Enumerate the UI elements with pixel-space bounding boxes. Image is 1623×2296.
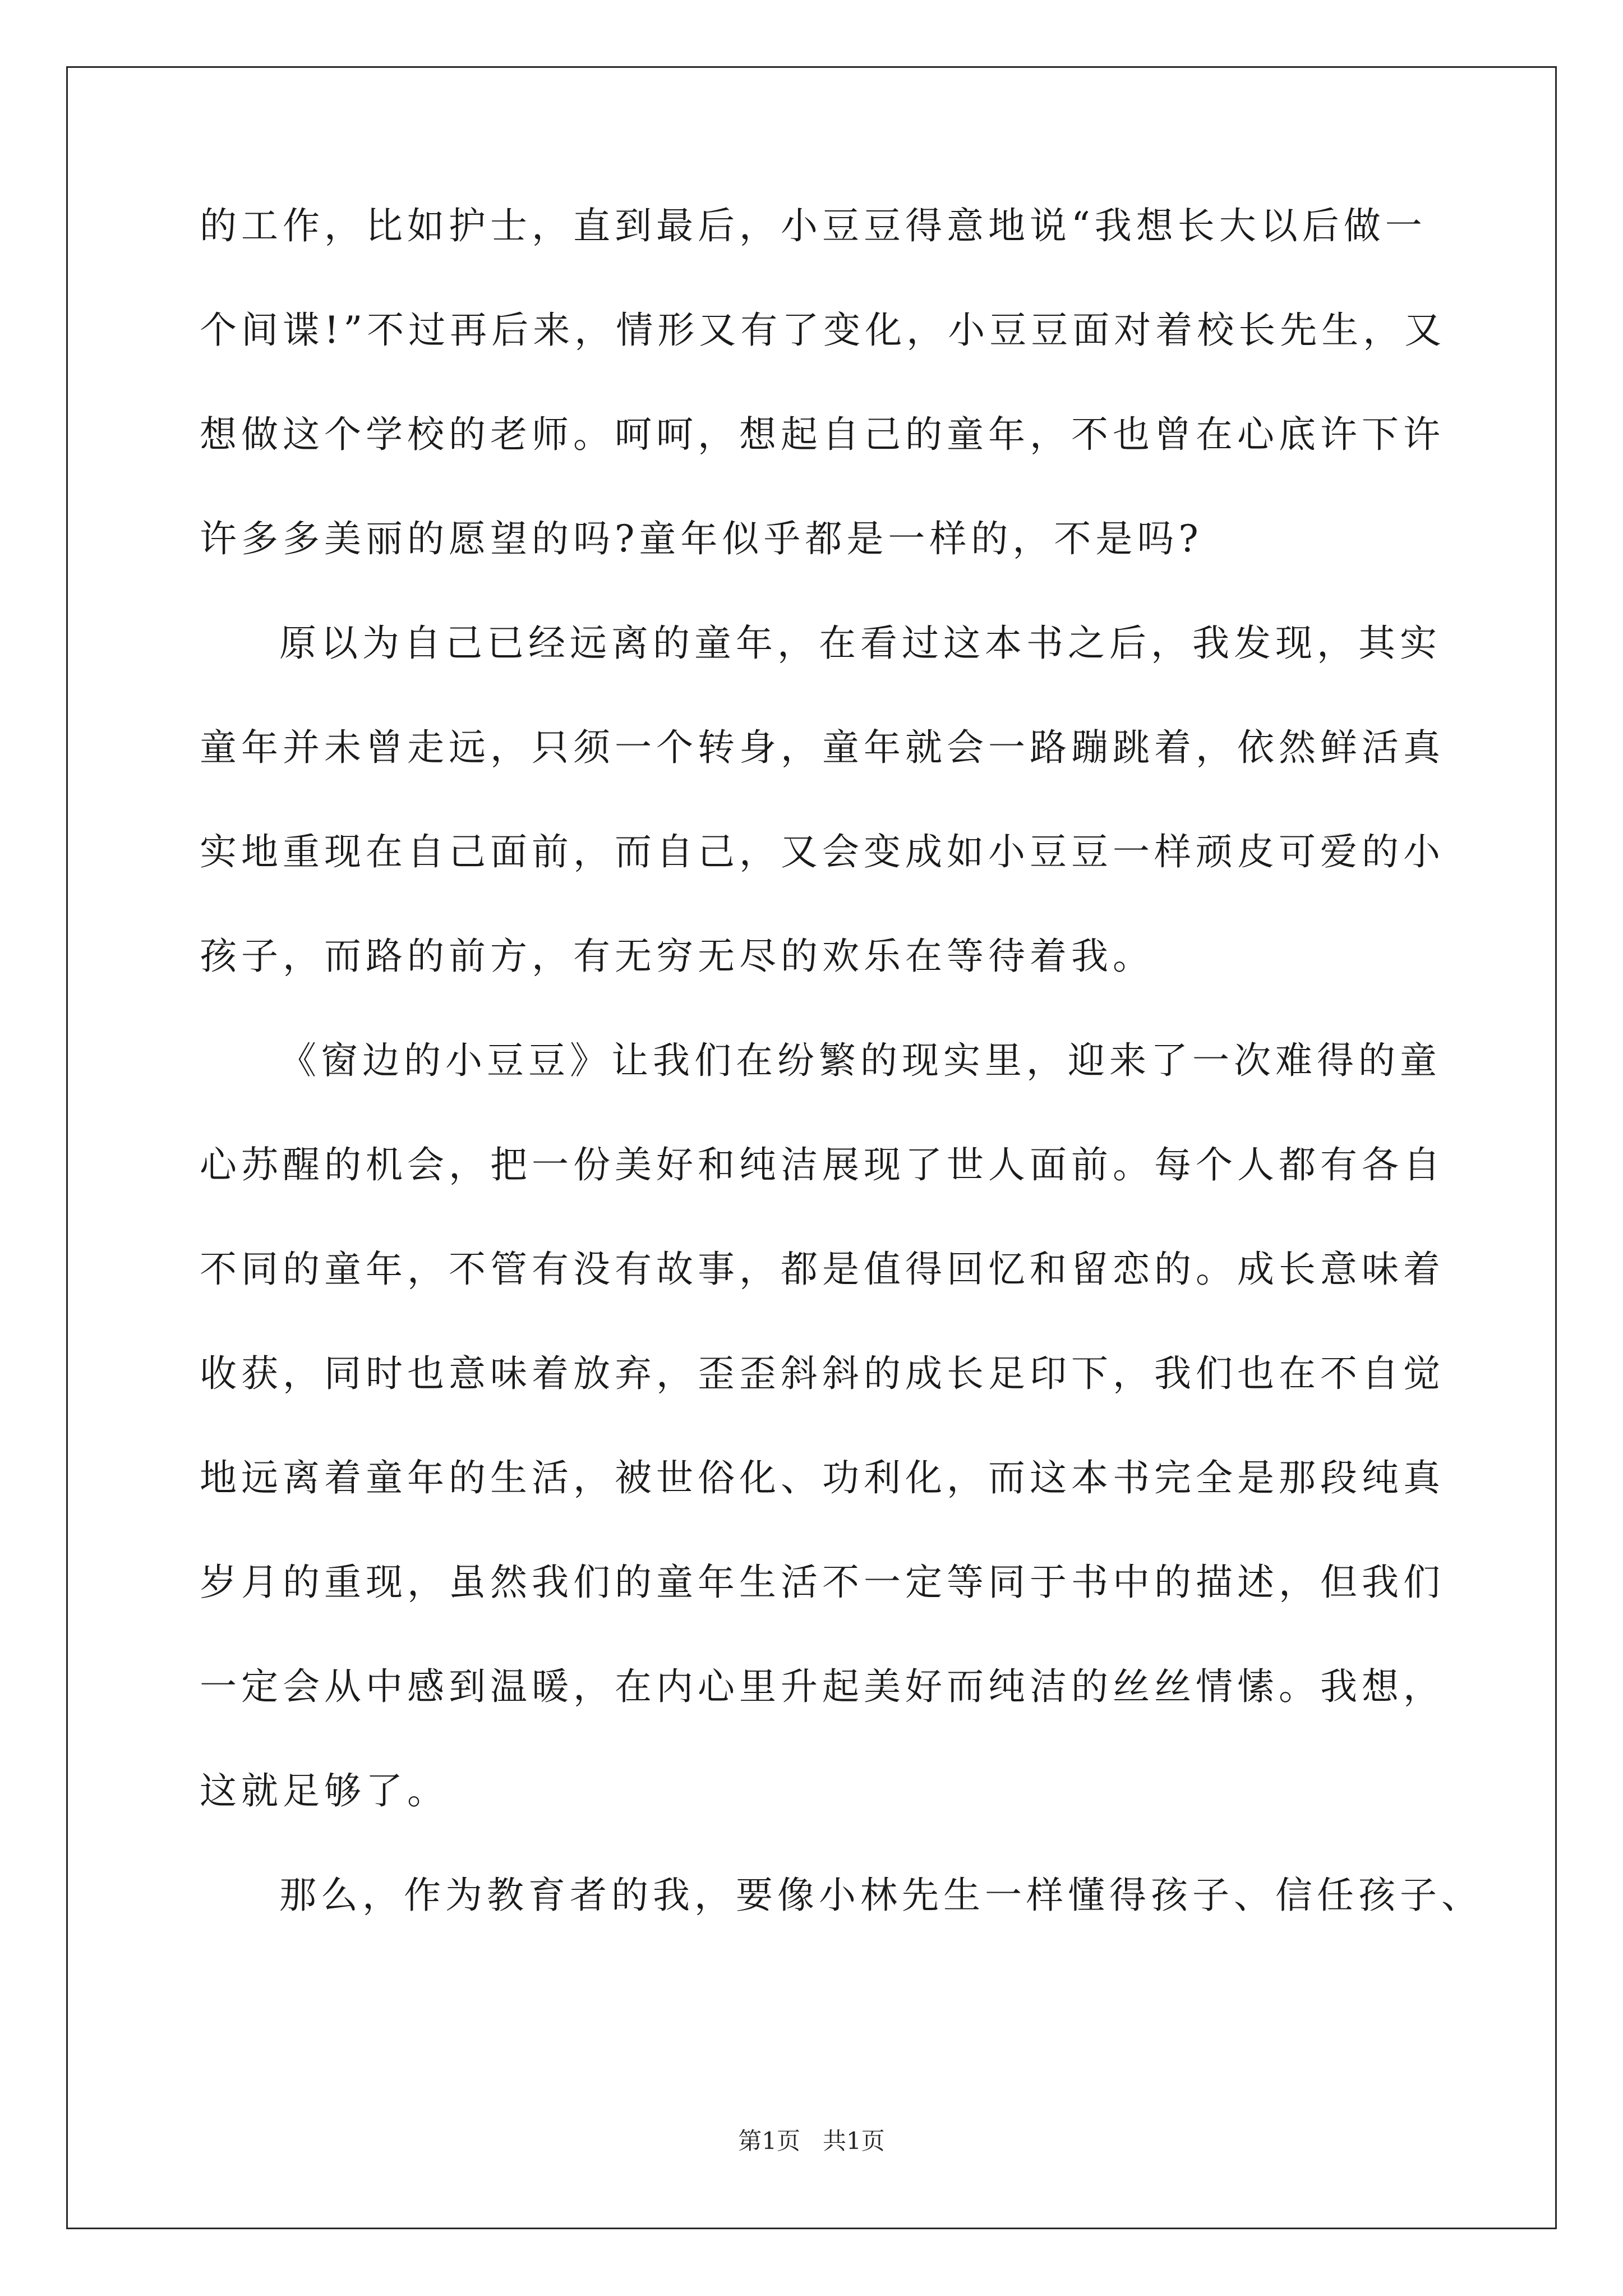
text-line: 不同的童年，不管有没有故事，都是值得回忆和留恋的。成长意味着 [200,1248,1445,1291]
text-line: 的工作，比如护士，直到最后，小豆豆得意地说“我想长大以后做一 [200,204,1427,247]
text-line: 地远离着童年的生活，被世俗化、功利化，而这本书完全是那段纯真 [200,1456,1445,1499]
text-line: 收获，同时也意味着放弃，歪歪斜斜的成长足印下，我们也在不自觉 [200,1352,1445,1395]
text-line: 岁月的重现，虽然我们的童年生活不一定等同于书中的描述，但我们 [200,1561,1445,1604]
text-line: 心苏醒的机会，把一份美好和纯洁展现了世人面前。每个人都有各自 [200,1143,1445,1186]
paragraph-first-line: 《窗边的小豆豆》让我们在纷繁的现实里，迎来了一次难得的童 [279,1039,1441,1082]
text-line: 孩子，而路的前方，有无穷无尽的欢乐在等待着我。 [200,935,1154,978]
page-number-footer: 第1页 共1页 [738,2127,885,2155]
text-line: 一定会从中感到温暖，在内心里升起美好而纯洁的丝丝情愫。我想， [200,1665,1445,1708]
text-line: 童年并未曾走远，只须一个转身，童年就会一路蹦跳着，依然鲜活真 [200,726,1445,769]
paragraph-first-line: 原以为自己已经远离的童年，在看过这本书之后，我发现，其实 [279,622,1441,665]
text-line: 许多多美丽的愿望的吗?童年似乎都是一样的，不是吗? [200,517,1203,560]
document-body [200,204,1483,1981]
text-line: 实地重现在自己面前，而自己，又会变成如小豆豆一样顽皮可爱的小 [200,830,1445,873]
paragraph-first-line: 那么，作为教育者的我，要像小林先生一样懂得孩子、信任孩子、 [279,1874,1483,1917]
text-line: 想做这个学校的老师。呵呵，想起自己的童年，不也曾在心底许下许 [200,413,1445,456]
text-line: 个间谍!”不过再后来，情形又有了变化，小豆豆面对着校长先生，又 [200,309,1446,352]
text-line: 这就足够了。 [200,1769,449,1812]
